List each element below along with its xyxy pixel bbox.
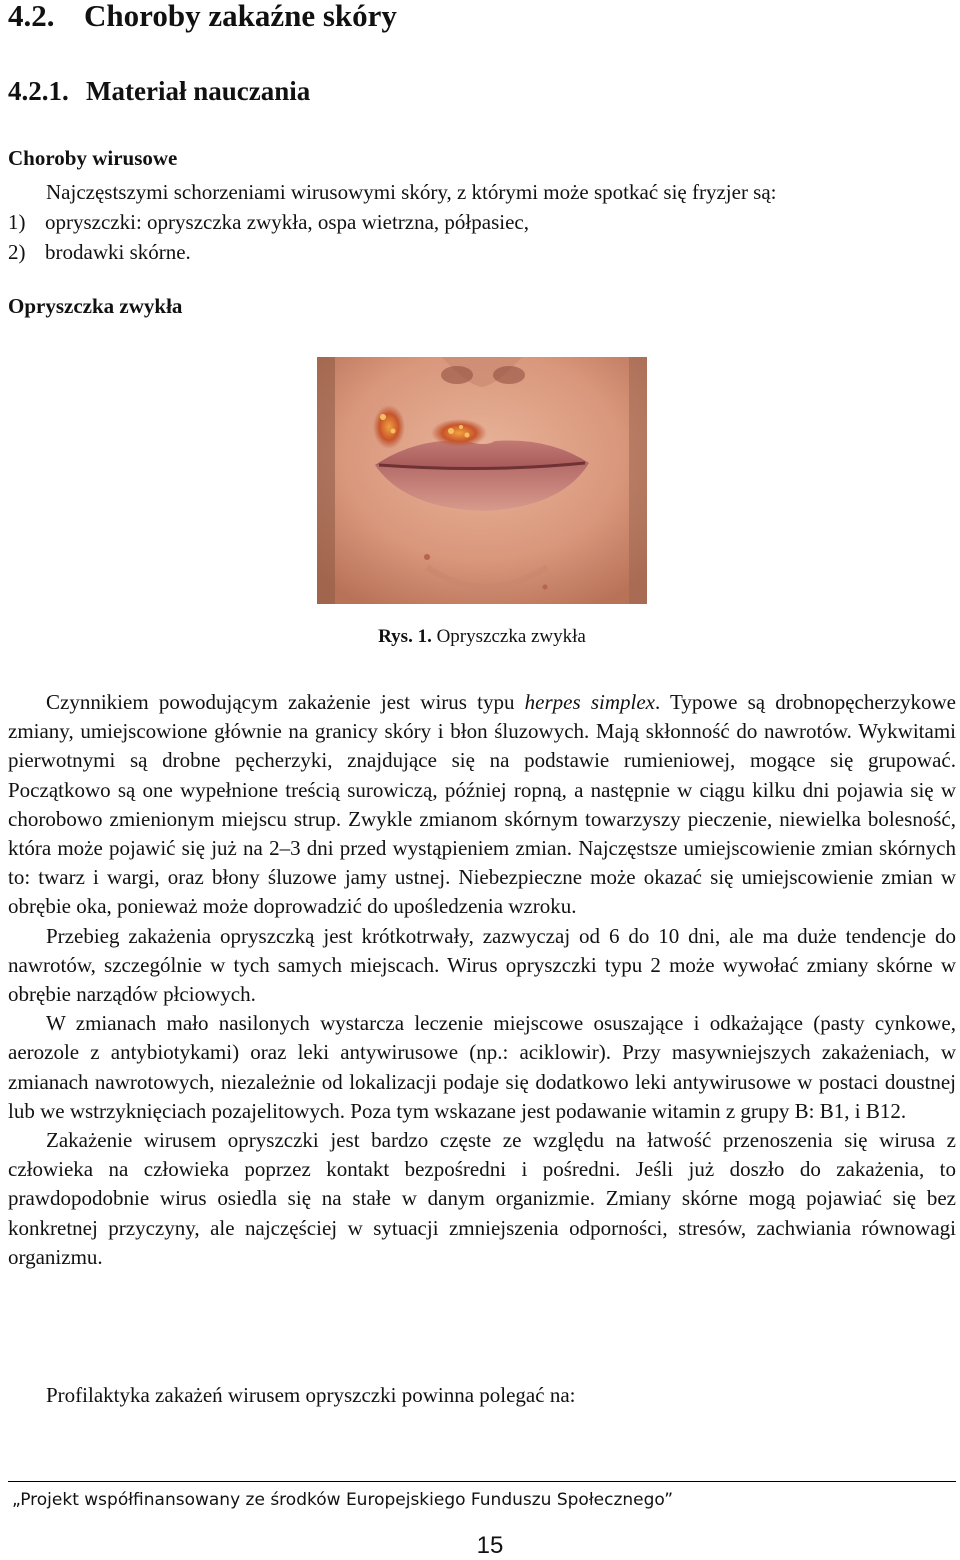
figure-caption <box>0 626 960 648</box>
paragraph <box>8 688 956 922</box>
figure-label: Rys. 1. <box>378 626 432 647</box>
section-heading <box>8 76 310 107</box>
chapter-heading <box>8 0 397 34</box>
paragraph: W zmianach mało nasilonych wystarcza leczenie miejscowe osuszające i odkażające (pasty cynkowe, aerozole z antybiotykami) oraz leki antywirusowe (np.: aciklowir). Przy masywniejszych zakażeniach, w zmianach nawrotowych, niezależnie od lokalizacji podaje się dodatkowo leki antywirusowe w postaci doustnej lub we wstrzyknięciach pozajelitowych. Poza tym wskazane jest podawanie witamin z grupy B: B1, i B12. <box>8 1011 956 1123</box>
paragraph-text: Czynnikiem powodującym zakażenie jest wirus typu <box>46 690 525 714</box>
chapter-number: 4.2. <box>8 0 55 33</box>
page-number: 15 <box>476 1532 504 1559</box>
footer-note: „Projekt współfinansowany ze środków Europejskiego Funduszu Społecznego” <box>12 1490 674 1510</box>
list-item <box>8 207 956 237</box>
body-text <box>8 688 956 1272</box>
list-item-text: brodawki skórne. <box>45 240 191 264</box>
section-title: Materiał nauczania <box>86 76 311 106</box>
intro-block <box>8 177 956 267</box>
intro-line: Najczęstszymi schorzeniami wirusowymi skóry, z którymi może spotkać się fryzjer są: <box>46 180 777 204</box>
figure-caption-text: Opryszczka zwykła <box>436 626 586 647</box>
paragraph-text: . Typowe są drobnopęcherzykowe zmiany, umiejscowione głównie na granicy skóry i błon śluzowych. Mają skłonność do nawrotów. Wykwitami pierwotnymi są drobne pęcherzyki, znajdujące się na podstawie rumieniowej, mogące się grupować. Początkowo są one wypełnione treścią surowiczą, później ropną, a następnie w ciągu kilku dni pojawia się w chorobowo zmienionym miejscu strup. Zwykle zmianom skórnym towarzyszy pieczenie, niewielka bolesność, która może pojawić się już na 2–3 dni przed wystąpieniem zmian. Najczęstsze umiejscowienie zmian skórnych to: twarz i wargi, oraz błony śluzowe jamy ustnej. Niebezpieczne może okazać się umiejscowienie zmian w obrębie oka, ponieważ może doprowadzić do upośledzenia wzroku. <box>8 690 957 919</box>
list-item-number: 2) <box>8 240 26 264</box>
list-item-number: 1) <box>8 210 26 234</box>
prevention-intro: Profilaktyka zakażeń wirusem opryszczki powinna polegać na: <box>46 1383 576 1407</box>
list-item-text: opryszczki: opryszczka zwykła, ospa wietrzna, półpasiec, <box>45 210 529 234</box>
footer-rule <box>8 1481 956 1482</box>
list-item <box>8 237 956 267</box>
paragraph: Przebieg zakażenia opryszczką jest krótkotrwały, zazwyczaj od 6 do 10 dni, ale ma duże tendencje do nawrotów, szczególnie w tych samych miejscach. Wirus opryszczki typu 2 może wywołać zmiany skórne w obrębie narządów płciowych. <box>8 923 956 1007</box>
paragraph-italic-term: herpes simplex <box>524 690 655 714</box>
subsection-heading: Opryszczka zwykła <box>8 294 183 318</box>
chapter-title: Choroby zakaźne skóry <box>84 0 397 33</box>
paragraph: Zakażenie wirusem opryszczki jest bardzo częste ze względu na łatwość przenoszenia się wirusa z człowieka na człowieka poprzez kontakt bezpośredni i pośredni. Jeśli już doszło do zakażenia, to prawdopodobnie wirus osiedla się na stałe w danym organizmie. Zmiany skórne mogą pojawiać się bez konkretnej przyczyny, ale najczęściej w sytuacji zmniejszenia odporności, stresów, zachwiania równowagi organizmu. <box>8 1128 956 1269</box>
topic-heading: Choroby wirusowe <box>8 146 178 170</box>
section-number: 4.2.1. <box>8 76 69 106</box>
herpes-lips-photo <box>317 357 647 604</box>
